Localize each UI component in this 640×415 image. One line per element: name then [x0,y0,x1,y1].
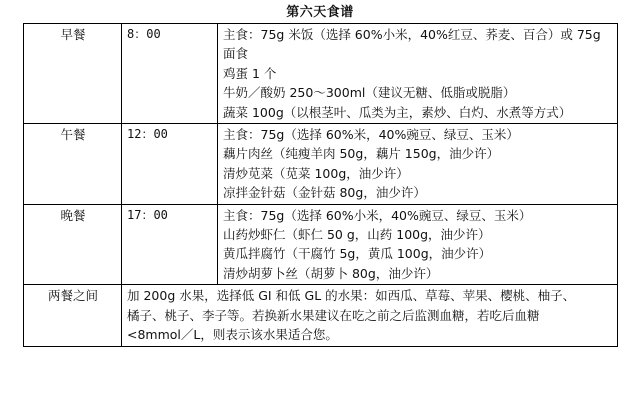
snack-note-line: <8mmol／L，则表示该水果适合您。 [127,327,338,343]
menu-line: 藕片肉丝（纯瘦羊肉 50g，藕片 150g，油少许） [223,146,500,162]
snack-note-cell [122,285,618,346]
snack-note-line: 加 200g 水果，选择低 GI 和低 GL 的水果：如西瓜、草莓、苹果、樱桃、柚子、 [127,288,576,304]
page-title: 第六天食谱 [286,5,354,20]
meal-content-cell [218,124,618,205]
meal-plan-table [23,23,618,347]
menu-line: 蔬菜 100g（以根茎叶、瓜类为主，素炒、白灼、水煮等方式） [223,104,572,120]
menu-line: 黄瓜拌腐竹（干腐竹 5g，黄瓜 100g，油少许） [223,246,492,262]
menu-line: 牛奶／酸奶 250～300ml（建议无糖、低脂或脱脂） [223,85,516,101]
meal-name-cell: 两餐之间 [24,285,122,346]
table-row-lunch [24,124,618,205]
menu-line: 鸡蛋 1 个 [223,65,277,81]
snack-note-line: 橘子、桃子、李子等。若换新水果建议在吃之前之后监测血糖，若吃后血糖 [127,307,540,323]
meal-time-cell: 12：00 [122,124,218,205]
meal-content-cell [218,204,618,285]
table-row-snack [24,285,618,346]
table-row-breakfast [24,24,618,124]
meal-name-cell: 早餐 [24,24,122,124]
menu-line: 主食：75g（选择 60%米，40%豌豆、绿豆、玉米） [223,127,519,143]
table-row-dinner [24,204,618,285]
menu-line: 主食：75g（选择 60%小米，40%豌豆、绿豆、玉米） [223,207,532,223]
menu-line: 清炒胡萝卜丝（胡萝卜 80g，油少许） [223,265,439,281]
meal-name-cell: 晚餐 [24,204,122,285]
menu-line: 清炒苋菜（苋菜 100g，油少许） [223,165,409,181]
menu-line: 山药炒虾仁（虾仁 50 g，山药 100g，油少许） [223,227,491,243]
meal-time-cell: 8：00 [122,24,218,124]
menu-line: 主食：75g 米饭（选择 60%小米，40%红豆、荞麦、百合）或 75g [223,27,601,42]
meal-time-cell: 17：00 [122,204,218,285]
menu-line: 凉拌金针菇（金针菇 80g，油少许） [223,185,426,201]
meal-content-cell [218,24,618,124]
meal-name-cell: 午餐 [24,124,122,205]
menu-line: 面食 [223,46,249,62]
